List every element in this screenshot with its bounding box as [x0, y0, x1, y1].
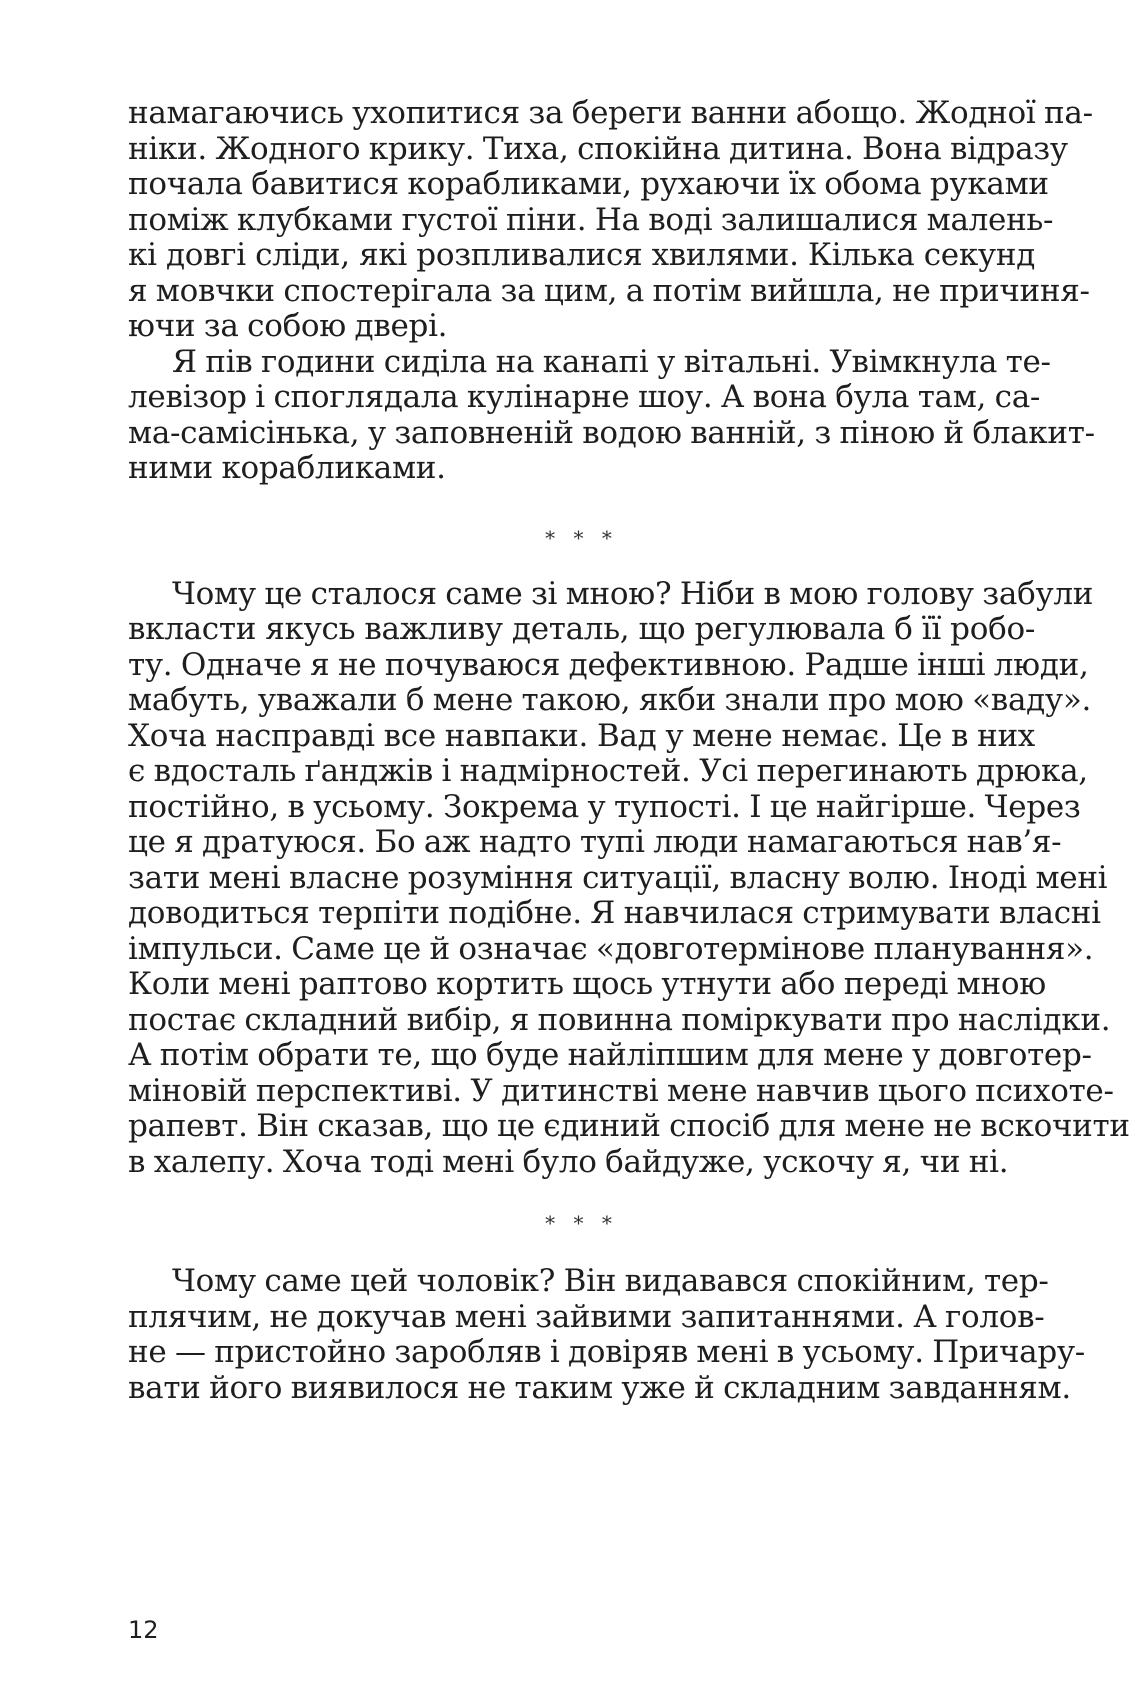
text-line: зати мені власне розуміння ситуації, власну волю. Іноді мені	[128, 859, 1108, 896]
text-line: Чому це сталося саме зі мною? Ніби в мою голову забули	[172, 575, 1094, 612]
text-line: міновій перспективі. У дитинстві мене навчив цього психоте-	[128, 1072, 1114, 1109]
text-line: мабуть, уважали б мене такою, якби знали про мою «ваду».	[128, 682, 1092, 718]
text-line: плячим, не докучав мені зайвими запитаннями. А голов-	[128, 1298, 1045, 1335]
text-line: ту. Одначе я не почуваюся дефективною. Радше інші люди,	[128, 646, 1089, 683]
text-line: левізор і споглядала кулінарне шоу. А вона була там, са-	[128, 379, 1041, 415]
page-number: 12	[128, 1616, 159, 1644]
text-line: постає складний вибір, я повинна поміркувати про наслідки.	[128, 1001, 1111, 1038]
text-line: доводиться терпіти подібне. Я навчилася стримувати власні	[128, 895, 1101, 931]
section-separator: * * *	[545, 1211, 618, 1235]
paragraph-4	[128, 1263, 1085, 1406]
text-line: імпульси. Саме це й означає «довготермінове планування».	[128, 930, 1094, 967]
text-line: почала бавитися корабликами, рухаючи їх обома руками	[128, 166, 1049, 202]
text-line: є вдосталь ґанджів і надмірностей. Усі перегинають дрюка,	[128, 753, 1088, 789]
text-line: поміж клубками густої піни. На воді залишалися малень-	[128, 201, 1054, 238]
text-line: рапевт. Він сказав, що це єдиний спосіб для мене не вскочити	[128, 1108, 1130, 1144]
text-line: це я дратуюся. Бо аж надто тупі люди намагаються нав’я-	[128, 824, 1062, 860]
section-separator: * * *	[545, 525, 618, 550]
text-line: кі довгі сліди, які розпливалися хвилями. Кілька секунд	[128, 237, 1035, 273]
text-line: Хоча насправді все навпаки. Вад у мене немає. Це в них	[128, 717, 1035, 754]
text-line: ма-самісінька, у заповненій водою ванній, з піною й блакит-	[128, 414, 1095, 451]
text-line: постійно, в усьому. Зокрема у тупості. І це найгірше. Через	[128, 788, 1081, 825]
text-line: в халепу. Хоча тоді мені було байдуже, ускочу я, чи ні.	[128, 1143, 1009, 1180]
text-line: Коли мені раптово кортить щось утнути або переді мною	[128, 966, 1046, 1002]
text-line: вкласти якусь важливу деталь, що регулювала б її робо-	[128, 611, 1035, 647]
text-line: ніки. Жодного крику. Тиха, спокійна дитина. Вона відразу	[128, 130, 1068, 167]
text-line: я мовчки спостерігала за цим, а потім вийшла, не причиня-	[128, 272, 1090, 309]
text-line: вати його виявилося не таким уже й складним завданням.	[128, 1369, 1071, 1406]
paragraph-1	[128, 95, 1093, 345]
text-line: Чому саме цей чоловік? Він видавався спокійним, тер-	[172, 1263, 1049, 1299]
text-line: не — пристойно заробляв і довіряв мені в усьому. Причару-	[128, 1334, 1085, 1370]
text-line: намагаючись ухопитися за береги ванни абощо. Жодної па-	[128, 95, 1093, 131]
text-line: ючи за собою двері.	[128, 308, 448, 344]
book-page-body	[128, 95, 1130, 1406]
text-line: ними корабликами.	[128, 450, 446, 486]
text-line: А потім обрати те, що буде найліпшим для мене у довготер-	[128, 1037, 1092, 1073]
paragraph-2	[128, 343, 1095, 487]
paragraph-3	[128, 575, 1130, 1181]
text-line: Я пів години сиділа на канапі у вітальні. Увімкнула те-	[172, 343, 1051, 380]
